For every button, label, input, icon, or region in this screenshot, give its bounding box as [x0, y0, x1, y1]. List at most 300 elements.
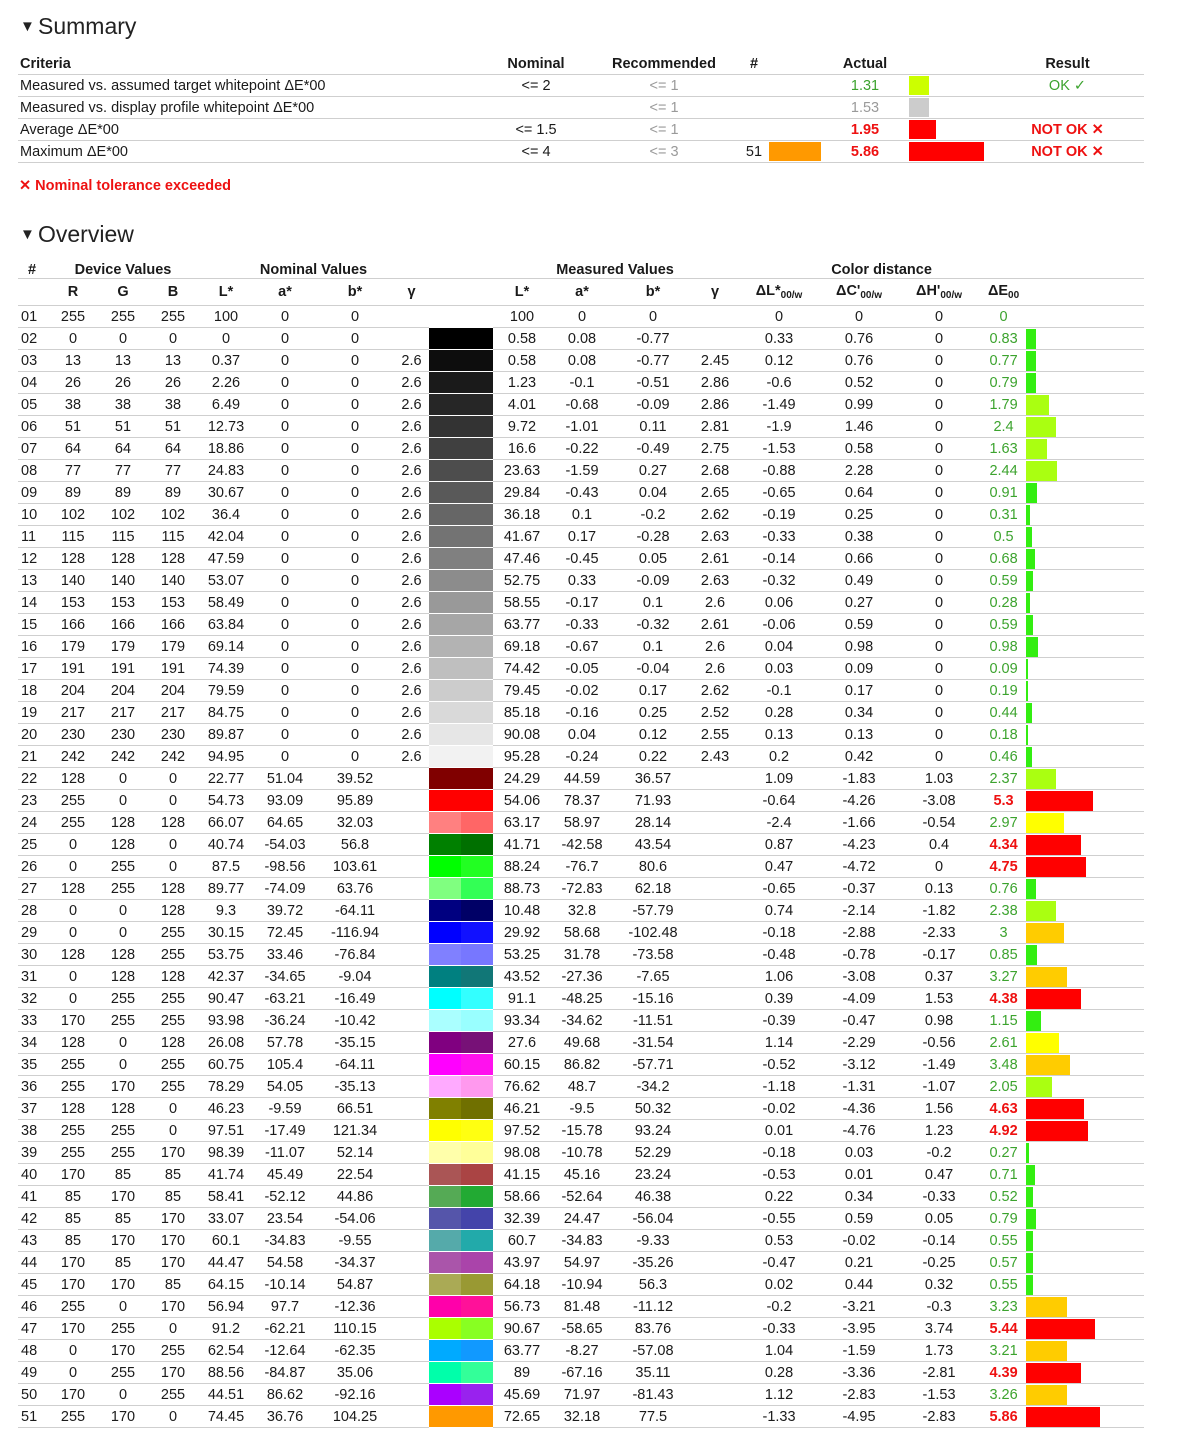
color-swatch	[429, 988, 493, 1010]
b-cell: 170	[148, 1208, 198, 1230]
color-swatch	[429, 1296, 493, 1318]
color-swatch	[429, 680, 493, 702]
g-cell: 170	[98, 1186, 148, 1208]
delta-e-bar	[1026, 1077, 1052, 1097]
nominal-a-cell: -52.12	[254, 1186, 316, 1208]
measured-b-cell: 36.57	[613, 768, 693, 790]
color-swatch	[429, 1318, 493, 1340]
measured-gamma-cell	[693, 328, 737, 350]
delta-l-cell: 0.13	[737, 724, 821, 746]
count-header: #	[739, 49, 769, 75]
delta-e-bar-cell	[1026, 1384, 1144, 1406]
nominal-b-cell: 0	[316, 680, 394, 702]
b-cell: 255	[148, 988, 198, 1010]
measured-a-cell: 32.8	[551, 900, 613, 922]
delta-h-cell: 0	[897, 416, 981, 438]
b-cell: 128	[148, 900, 198, 922]
r-cell: 128	[48, 1032, 98, 1054]
b-cell: 170	[148, 1252, 198, 1274]
nominal-gamma-cell	[394, 1384, 429, 1406]
g-cell: 255	[98, 1120, 148, 1142]
nominal-gamma-cell	[394, 1406, 429, 1428]
table-row	[18, 350, 1144, 372]
b-cell: 0	[148, 1318, 198, 1340]
delta-c-cell: 0.59	[821, 1208, 897, 1230]
table-row	[18, 1164, 1144, 1186]
nominal-l-cell: 88.56	[198, 1362, 254, 1384]
nominal-b-cell: 54.87	[316, 1274, 394, 1296]
result-cell: NOT OK ✕	[991, 141, 1144, 163]
delta-l-cell: -0.33	[737, 1318, 821, 1340]
nominal-b-cell: 0	[316, 394, 394, 416]
g-cell: 255	[98, 306, 148, 328]
delta-h-cell: 0.32	[897, 1274, 981, 1296]
nominal-l-cell: 98.39	[198, 1142, 254, 1164]
index-cell: 06	[18, 416, 48, 438]
measured-l-cell: 90.67	[493, 1318, 551, 1340]
delta-h-header: $\Delta H'_{00/w}$	[897, 279, 981, 306]
delta-e-bar	[1026, 835, 1081, 855]
delta-e-bar	[1026, 1209, 1036, 1229]
nominal-a-cell: 0	[254, 504, 316, 526]
delta-e-bar	[1026, 1231, 1033, 1251]
measured-b-cell: 0.11	[613, 416, 693, 438]
color-swatch	[429, 1076, 493, 1098]
nominal-a-cell: 57.78	[254, 1032, 316, 1054]
color-swatch	[429, 1186, 493, 1208]
measured-a-cell: 0.08	[551, 350, 613, 372]
measured-b-cell: 52.29	[613, 1142, 693, 1164]
delta-l-cell: -0.52	[737, 1054, 821, 1076]
g-cell: 102	[98, 504, 148, 526]
nominal-a-cell: 0	[254, 680, 316, 702]
delta-h-cell: 0	[897, 394, 981, 416]
measured-b-cell: 62.18	[613, 878, 693, 900]
nominal-gamma-cell	[394, 1252, 429, 1274]
delta-e-bar-cell	[1026, 1142, 1144, 1164]
nominal-b-cell: -54.06	[316, 1208, 394, 1230]
nominal-gamma-cell	[394, 988, 429, 1010]
delta-l-header: $\Delta L*_{00/w}$	[737, 279, 821, 306]
delta-e-bar	[1026, 1253, 1033, 1273]
nominal-gamma-cell	[394, 1208, 429, 1230]
nominal-a-cell: 0	[254, 416, 316, 438]
nominal-a-cell: 39.72	[254, 900, 316, 922]
b-cell: 102	[148, 504, 198, 526]
index-cell: 08	[18, 460, 48, 482]
b-cell: 255	[148, 1384, 198, 1406]
delta-l-cell: -1.18	[737, 1076, 821, 1098]
delta-c-cell: -2.29	[821, 1032, 897, 1054]
g-cell: 242	[98, 746, 148, 768]
summary-row	[18, 75, 1144, 97]
measured-gamma-cell	[693, 1296, 737, 1318]
delta-h-cell: -0.14	[897, 1230, 981, 1252]
g-cell: 128	[98, 548, 148, 570]
measured-l-cell: 91.1	[493, 988, 551, 1010]
delta-l-cell: -0.19	[737, 504, 821, 526]
delta-h-cell: 0.4	[897, 834, 981, 856]
delta-e-bar-cell	[1026, 1252, 1144, 1274]
index-cell: 46	[18, 1296, 48, 1318]
delta-h-cell: 0	[897, 680, 981, 702]
count-bar-cell	[769, 75, 821, 97]
delta-h-cell: 0	[897, 636, 981, 658]
delta-c-cell: -4.36	[821, 1098, 897, 1120]
nominal-l-cell: 44.47	[198, 1252, 254, 1274]
nominal-l-cell: 22.77	[198, 768, 254, 790]
nominal-a-cell: -62.21	[254, 1318, 316, 1340]
measured-gamma-cell	[693, 1010, 737, 1032]
nominal-l-cell: 12.73	[198, 416, 254, 438]
r-cell: 255	[48, 1406, 98, 1428]
r-cell: 255	[48, 1076, 98, 1098]
delta-e-bar	[1026, 1099, 1084, 1119]
delta-c-cell: -2.83	[821, 1384, 897, 1406]
overview-section-title[interactable]: ▼ Overview	[20, 221, 134, 247]
nominal-b-cell: 44.86	[316, 1186, 394, 1208]
g-cell: 166	[98, 614, 148, 636]
measured-b-cell: -0.77	[613, 328, 693, 350]
measured-a-cell: -0.16	[551, 702, 613, 724]
delta-l-cell: 1.04	[737, 1340, 821, 1362]
nominal-a-cell: -17.49	[254, 1120, 316, 1142]
delta-c-cell: -0.78	[821, 944, 897, 966]
count-bar-cell	[769, 119, 821, 141]
nominal-gamma-cell	[394, 944, 429, 966]
measured-gamma-cell: 2.86	[693, 394, 737, 416]
table-row	[18, 790, 1144, 812]
collapse-triangle-icon[interactable]: ▼	[20, 18, 35, 35]
delta-e-cell: 2.4	[981, 416, 1026, 438]
delta-e-bar-cell	[1026, 1076, 1144, 1098]
delta-c-header: $\Delta C'_{00/w}$	[821, 279, 897, 306]
r-cell: 153	[48, 592, 98, 614]
r-cell: 204	[48, 680, 98, 702]
b-cell: 255	[148, 922, 198, 944]
index-cell: 42	[18, 1208, 48, 1230]
delta-l-cell: -1.9	[737, 416, 821, 438]
nominal-cell: <= 2	[483, 75, 589, 97]
g-cell: 77	[98, 460, 148, 482]
nominal-l-cell: 30.15	[198, 922, 254, 944]
g-cell: 170	[98, 1406, 148, 1428]
measured-l-cell: 41.15	[493, 1164, 551, 1186]
delta-e-bar	[1026, 1011, 1041, 1031]
delta-e-bar	[1026, 593, 1030, 613]
r-cell: 255	[48, 812, 98, 834]
measured-a-cell: -9.5	[551, 1098, 613, 1120]
criteria-cell: Maximum ΔE*00	[18, 141, 483, 163]
delta-e-bar	[1026, 461, 1057, 481]
nominal-a-cell: 0	[254, 394, 316, 416]
delta-l-cell: -0.1	[737, 680, 821, 702]
delta-e-bar-cell	[1026, 724, 1144, 746]
measured-l-cell: 46.21	[493, 1098, 551, 1120]
delta-h-cell: 0	[897, 548, 981, 570]
delta-h-cell: 1.23	[897, 1120, 981, 1142]
measured-a-cell: 58.68	[551, 922, 613, 944]
delta-c-cell: 2.28	[821, 460, 897, 482]
delta-h-cell: 0	[897, 350, 981, 372]
delta-e-bar	[1026, 747, 1032, 767]
b-cell: 204	[148, 680, 198, 702]
nominal-a-cell: 45.49	[254, 1164, 316, 1186]
nominal-a-cell: 93.09	[254, 790, 316, 812]
measured-l-cell: 0.58	[493, 350, 551, 372]
r-cell: 115	[48, 526, 98, 548]
index-cell: 21	[18, 746, 48, 768]
r-cell: 170	[48, 1252, 98, 1274]
measured-gamma-cell: 2.61	[693, 614, 737, 636]
measured-l-cell: 64.18	[493, 1274, 551, 1296]
r-cell: 255	[48, 1120, 98, 1142]
delta-e-cell: 5.44	[981, 1318, 1026, 1340]
measured-gamma-cell	[693, 1252, 737, 1274]
r-cell: 85	[48, 1230, 98, 1252]
nominal-b-cell: -34.37	[316, 1252, 394, 1274]
delta-e-bar-cell	[1026, 328, 1144, 350]
b-cell: 0	[148, 1120, 198, 1142]
delta-e-bar	[1026, 725, 1028, 745]
r-cell: 191	[48, 658, 98, 680]
measured-gamma-cell	[693, 1032, 737, 1054]
delta-e-cell: 0.52	[981, 1186, 1026, 1208]
actual-bar-header	[909, 49, 991, 75]
nominal-gamma-cell: 2.6	[394, 592, 429, 614]
nominal-b-cell: 0	[316, 460, 394, 482]
delta-c-cell: -0.02	[821, 1230, 897, 1252]
delta-h-cell: -1.49	[897, 1054, 981, 1076]
nominal-a-cell: 0	[254, 746, 316, 768]
measured-b-cell: -11.12	[613, 1296, 693, 1318]
delta-e-bar-cell	[1026, 526, 1144, 548]
delta-l-cell: 0.01	[737, 1120, 821, 1142]
g-cell: 191	[98, 658, 148, 680]
color-swatch	[429, 636, 493, 658]
delta-h-cell: 0	[897, 592, 981, 614]
nominal-a-cell: 54.05	[254, 1076, 316, 1098]
nominal-gamma-cell: 2.6	[394, 438, 429, 460]
delta-e-cell: 4.39	[981, 1362, 1026, 1384]
measured-b-cell: 0	[613, 306, 693, 328]
measured-a-cell: -10.94	[551, 1274, 613, 1296]
table-row	[18, 1274, 1144, 1296]
delta-l-cell: -0.06	[737, 614, 821, 636]
index-cell: 11	[18, 526, 48, 548]
table-row	[18, 416, 1144, 438]
measured-gamma-cell	[693, 1274, 737, 1296]
measured-gamma-cell	[693, 1076, 737, 1098]
color-swatch	[429, 768, 493, 790]
nominal-l-cell: 30.67	[198, 482, 254, 504]
summary-section-title[interactable]: ▼ Summary	[20, 13, 137, 39]
table-row	[18, 702, 1144, 724]
color-swatch	[429, 1252, 493, 1274]
overview-body	[18, 306, 1144, 1428]
collapse-triangle-icon[interactable]: ▼	[20, 226, 35, 243]
b-cell: 230	[148, 724, 198, 746]
b-cell: 242	[148, 746, 198, 768]
measured-a-cell: -15.78	[551, 1120, 613, 1142]
nominal-b-cell: -64.11	[316, 1054, 394, 1076]
nominal-gamma-cell: 2.6	[394, 658, 429, 680]
delta-e-bar	[1026, 351, 1036, 371]
nominal-gamma-cell: 2.6	[394, 746, 429, 768]
delta-e-cell: 3.27	[981, 966, 1026, 988]
measured-b-cell: 0.04	[613, 482, 693, 504]
b-cell: 191	[148, 658, 198, 680]
g-cell: 85	[98, 1208, 148, 1230]
table-row	[18, 570, 1144, 592]
measured-a-cell: -34.62	[551, 1010, 613, 1032]
actual-bar	[909, 142, 984, 161]
delta-c-cell: -4.09	[821, 988, 897, 1010]
nominal-gamma-cell	[394, 922, 429, 944]
delta-e-bar-cell	[1026, 570, 1144, 592]
color-swatch	[429, 922, 493, 944]
color-swatch	[429, 416, 493, 438]
delta-l-cell: 0.53	[737, 1230, 821, 1252]
color-swatch	[429, 1142, 493, 1164]
delta-l-cell: 0.28	[737, 702, 821, 724]
overview-table	[18, 257, 1144, 1428]
index-cell: 35	[18, 1054, 48, 1076]
delta-e-bar	[1026, 1341, 1067, 1361]
actual-cell: 1.53	[821, 97, 909, 119]
delta-l-cell: 0.12	[737, 350, 821, 372]
nominal-l-cell: 60.1	[198, 1230, 254, 1252]
delta-h-cell: -1.07	[897, 1076, 981, 1098]
delta-h-cell: 0	[897, 372, 981, 394]
nominal-l-cell: 36.4	[198, 504, 254, 526]
table-row	[18, 856, 1144, 878]
color-swatch	[429, 592, 493, 614]
nominal-a-cell: -36.24	[254, 1010, 316, 1032]
b-cell: 0	[148, 1098, 198, 1120]
delta-h-cell: -0.54	[897, 812, 981, 834]
color-swatch	[429, 1208, 493, 1230]
index-cell: 44	[18, 1252, 48, 1274]
delta-e-bar	[1026, 439, 1047, 459]
nominal-gamma-cell	[394, 1318, 429, 1340]
recommended-header: Recommended	[589, 49, 739, 75]
measured-gamma-cell	[693, 1318, 737, 1340]
table-row	[18, 1362, 1144, 1384]
measured-b-cell: -0.2	[613, 504, 693, 526]
g-cell: 0	[98, 1296, 148, 1318]
delta-e-bar	[1026, 1275, 1033, 1295]
delta-e-cell: 0.83	[981, 328, 1026, 350]
table-row	[18, 1296, 1144, 1318]
r-cell: 64	[48, 438, 98, 460]
measured-l-cell: 93.34	[493, 1010, 551, 1032]
r-cell: 85	[48, 1208, 98, 1230]
nominal-gamma-cell: 2.6	[394, 614, 429, 636]
color-swatch	[429, 834, 493, 856]
measured-l-cell: 54.06	[493, 790, 551, 812]
color-swatch	[429, 790, 493, 812]
color-swatch	[429, 482, 493, 504]
delta-e-cell: 0.76	[981, 878, 1026, 900]
criteria-cell: Measured vs. assumed target whitepoint ΔE*00	[18, 75, 483, 97]
r-cell: 38	[48, 394, 98, 416]
measured-a-cell: -0.33	[551, 614, 613, 636]
actual-header: Actual	[821, 49, 909, 75]
delta-e-cell: 4.63	[981, 1098, 1026, 1120]
r-cell: 179	[48, 636, 98, 658]
delta-e-cell: 0.5	[981, 526, 1026, 548]
g-cell: 255	[98, 1010, 148, 1032]
b-cell: 85	[148, 1164, 198, 1186]
nominal-b-cell: -35.13	[316, 1076, 394, 1098]
nominal-b-cell: -92.16	[316, 1384, 394, 1406]
measured-a-cell: -0.02	[551, 680, 613, 702]
nominal-gamma-cell: 2.6	[394, 570, 429, 592]
b-cell: 89	[148, 482, 198, 504]
nominal-values-header: Nominal Values	[198, 257, 429, 279]
table-row	[18, 504, 1144, 526]
index-cell: 36	[18, 1076, 48, 1098]
measured-l-cell: 27.6	[493, 1032, 551, 1054]
delta-l-cell: -0.33	[737, 526, 821, 548]
nominal-b-cell: 0	[316, 636, 394, 658]
measured-b-cell: -35.26	[613, 1252, 693, 1274]
delta-e-bar	[1026, 373, 1036, 393]
nominal-a-cell: -10.14	[254, 1274, 316, 1296]
measured-l-cell: 41.71	[493, 834, 551, 856]
nominal-b-cell: -62.35	[316, 1340, 394, 1362]
delta-l-cell: -0.2	[737, 1296, 821, 1318]
measured-b-cell: -15.16	[613, 988, 693, 1010]
delta-c-cell: 0.58	[821, 438, 897, 460]
index-cell: 31	[18, 966, 48, 988]
delta-e-bar	[1026, 329, 1036, 349]
delta-h-cell: 0.05	[897, 1208, 981, 1230]
delta-c-cell: 0.09	[821, 658, 897, 680]
delta-e-bar	[1026, 637, 1038, 657]
delta-e-bar	[1026, 417, 1056, 437]
color-swatch	[429, 966, 493, 988]
measured-l-cell: 88.73	[493, 878, 551, 900]
delta-h-cell: 1.03	[897, 768, 981, 790]
table-row	[18, 988, 1144, 1010]
delta-e-bar-cell	[1026, 1296, 1144, 1318]
measured-a-cell: -1.01	[551, 416, 613, 438]
measured-a-cell: -0.1	[551, 372, 613, 394]
measured-gamma-cell: 2.6	[693, 658, 737, 680]
result-cell: NOT OK ✕	[991, 119, 1144, 141]
measured-l-cell: 89	[493, 1362, 551, 1384]
nominal-b-cell: 0	[316, 614, 394, 636]
r-cell: 170	[48, 1274, 98, 1296]
measured-b-cell: 0.1	[613, 592, 693, 614]
measured-l-cell: 63.17	[493, 812, 551, 834]
g-cell: 255	[98, 856, 148, 878]
nominal-b-cell: -9.55	[316, 1230, 394, 1252]
nominal-b-cell: 63.76	[316, 878, 394, 900]
g-cell: 255	[98, 988, 148, 1010]
measured-a-cell: -27.36	[551, 966, 613, 988]
nominal-b-cell: 0	[316, 482, 394, 504]
delta-e-bar	[1026, 1319, 1095, 1339]
g-cell: 255	[98, 878, 148, 900]
r-cell: 128	[48, 944, 98, 966]
table-row	[18, 1230, 1144, 1252]
nominal-gamma-cell	[394, 900, 429, 922]
measured-a-cell: 24.47	[551, 1208, 613, 1230]
index-cell: 28	[18, 900, 48, 922]
